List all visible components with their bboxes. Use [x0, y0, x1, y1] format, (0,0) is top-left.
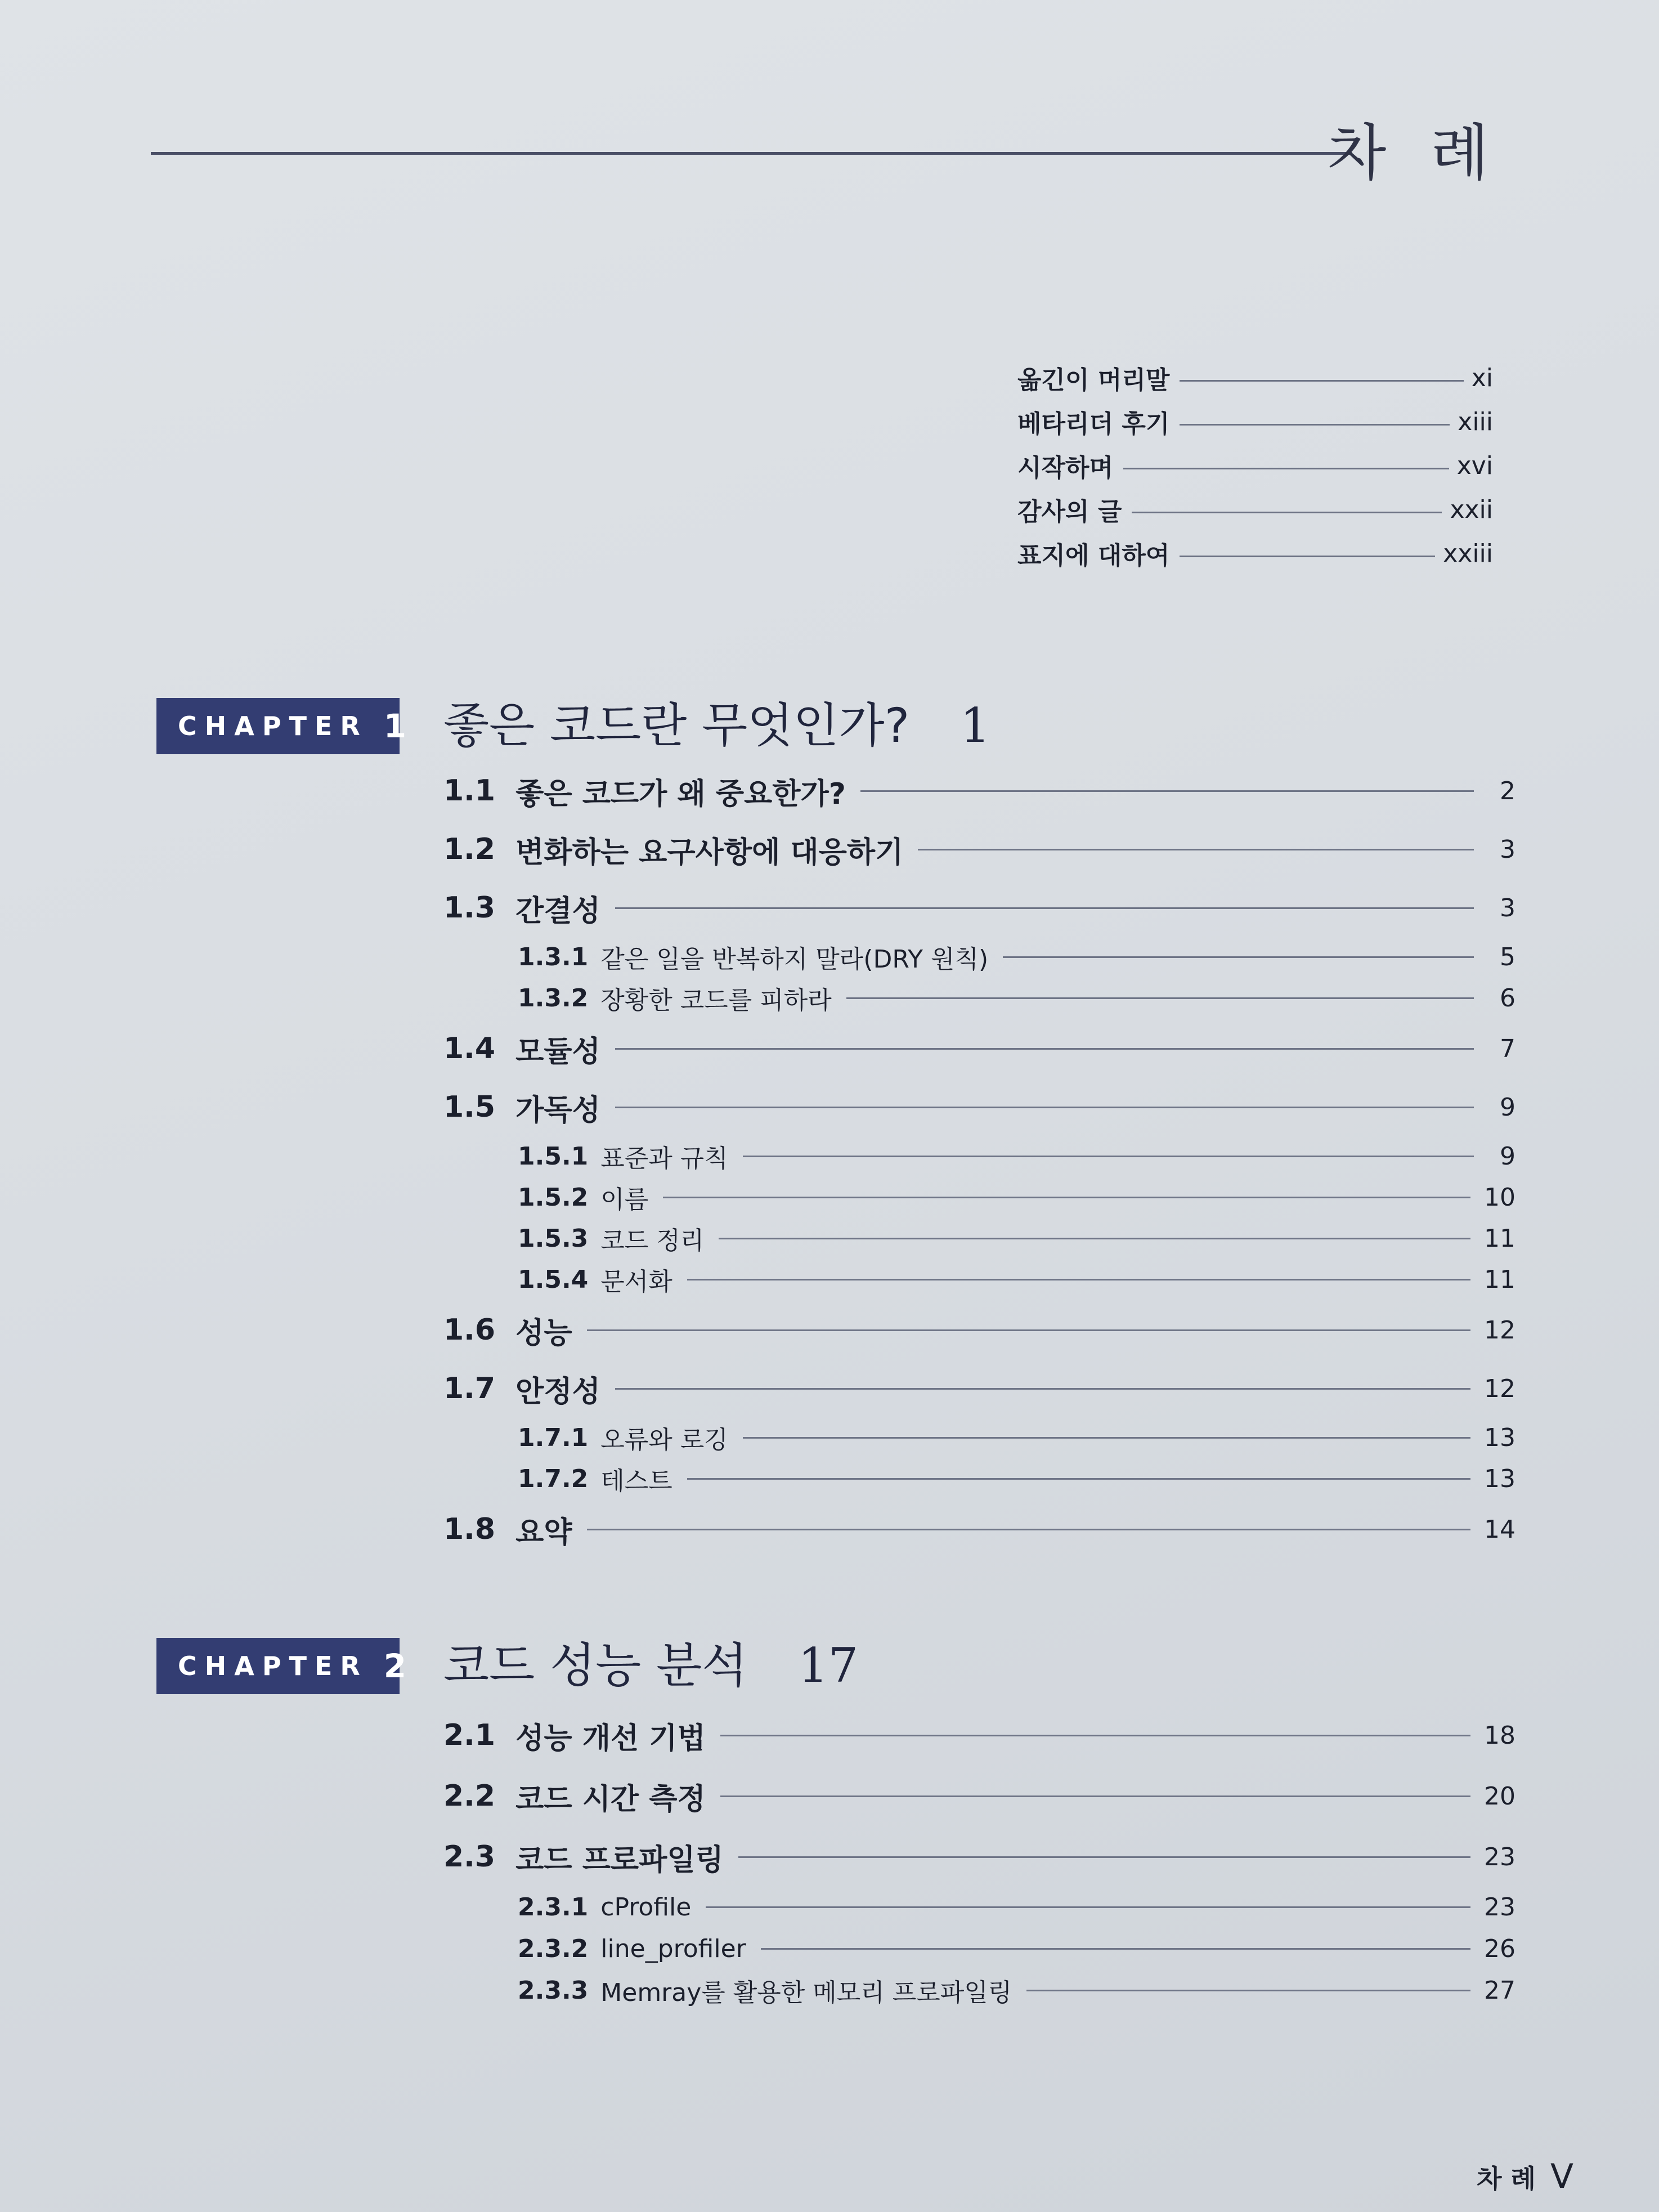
- entry-page: 5: [1500, 942, 1515, 971]
- front-matter-item[interactable]: [1017, 356, 1493, 400]
- front-matter-page: xxiii: [1443, 539, 1493, 568]
- entry-number: 1.7.1: [518, 1423, 589, 1452]
- entry-page: 2: [1500, 776, 1515, 805]
- entry-title: 가독성: [515, 1093, 600, 1127]
- front-matter-page: xi: [1471, 363, 1493, 392]
- front-matter-page: xxii: [1450, 495, 1493, 524]
- toc-entry-section[interactable]: [443, 1837, 1515, 1877]
- toc-entry-subsection[interactable]: [443, 1262, 1515, 1296]
- front-matter-title: 시작하며: [1017, 454, 1114, 482]
- entry-title: 오류와 로깅: [600, 1426, 728, 1454]
- toc-entry-subsection[interactable]: [443, 981, 1515, 1015]
- dot-leader: [587, 1529, 1470, 1530]
- toc-entry-subsection[interactable]: [443, 1139, 1515, 1173]
- toc-entry-subsection[interactable]: [443, 1421, 1515, 1454]
- entry-page: 10: [1484, 1183, 1515, 1212]
- dot-leader: [687, 1478, 1470, 1480]
- entry-number: 1.4: [443, 1032, 496, 1065]
- chapter-page: 1: [960, 698, 990, 753]
- toc-entry-section[interactable]: [443, 888, 1515, 928]
- chapter-page: 17: [798, 1638, 859, 1693]
- dot-leader: [918, 849, 1474, 850]
- dot-leader: [846, 997, 1474, 999]
- entry-page: 18: [1484, 1721, 1515, 1750]
- dot-leader: [587, 1329, 1470, 1331]
- entry-title: 문서화: [600, 1268, 672, 1296]
- toc-entry-subsection[interactable]: [443, 1890, 1515, 1924]
- toc-entry-section[interactable]: [443, 771, 1515, 811]
- dot-leader: [1180, 424, 1450, 426]
- entry-number: 1.5.1: [518, 1141, 589, 1171]
- entry-title: 코드 프로파일링: [515, 1843, 724, 1877]
- entry-page: 3: [1500, 893, 1515, 923]
- dot-leader: [761, 1948, 1470, 1950]
- footer-label: 차 례: [1477, 2164, 1536, 2194]
- entry-page: 27: [1484, 1976, 1515, 2005]
- entry-page: 3: [1500, 835, 1515, 864]
- entry-title: 이름: [600, 1185, 649, 1214]
- dot-leader: [1123, 468, 1449, 469]
- entry-title: line_profiler: [600, 1934, 746, 1963]
- front-matter-title: 감사의 글: [1017, 498, 1122, 526]
- entry-page: 12: [1484, 1315, 1515, 1345]
- entry-page: 6: [1500, 983, 1515, 1013]
- entry-title: Memray를 활용한 메모리 프로파일링: [600, 1978, 1012, 2007]
- entry-number: 1.6: [443, 1313, 496, 1347]
- entry-number: 1.5: [443, 1090, 496, 1124]
- entry-title: 테스트: [600, 1467, 672, 1495]
- entry-number: 1.5.2: [518, 1183, 589, 1212]
- entry-title: 코드 정리: [600, 1226, 705, 1255]
- entry-page: 14: [1484, 1515, 1515, 1544]
- dot-leader: [743, 1156, 1474, 1157]
- dot-leader: [743, 1437, 1470, 1439]
- entry-title: 장황한 코드를 피하라: [600, 986, 832, 1015]
- entry-page: 23: [1484, 1892, 1515, 1922]
- entry-page: 13: [1484, 1423, 1515, 1452]
- chapter-label: CHAPTER: [178, 1651, 368, 1681]
- dot-leader: [615, 1048, 1474, 1050]
- entry-title: 표준과 규칙: [600, 1144, 728, 1173]
- toc-entry-subsection[interactable]: [443, 1462, 1515, 1495]
- entry-number: 1.3.2: [518, 983, 589, 1013]
- entry-title: 성능: [515, 1316, 572, 1350]
- entry-title: 코드 시간 측정: [515, 1782, 706, 1816]
- dot-leader: [687, 1279, 1470, 1280]
- dot-leader: [615, 1388, 1470, 1390]
- front-matter-title: 표지에 대하여: [1017, 541, 1170, 570]
- entry-page: 26: [1484, 1934, 1515, 1963]
- toc-entry-section[interactable]: [443, 1029, 1515, 1068]
- dot-leader: [615, 1107, 1474, 1108]
- dot-leader: [663, 1197, 1470, 1198]
- entry-number: 1.7: [443, 1372, 496, 1405]
- entry-number: 1.5.3: [518, 1224, 589, 1253]
- page-title: 차 례: [1328, 118, 1501, 189]
- entry-title: cProfile: [600, 1892, 692, 1922]
- entry-title: 요약: [515, 1515, 572, 1550]
- entry-number: 2.3.1: [518, 1892, 589, 1922]
- chapter-badge: [156, 1638, 407, 1694]
- chapter-number: 2: [383, 1647, 407, 1685]
- toc-entry-subsection[interactable]: [443, 1932, 1515, 1965]
- dot-leader: [1003, 956, 1474, 958]
- entry-page: 23: [1484, 1842, 1515, 1871]
- chapter-heading[interactable]: [443, 1628, 858, 1696]
- front-matter-list: [1017, 356, 1493, 575]
- entry-title: 간결성: [515, 894, 600, 928]
- toc-entry-subsection[interactable]: [443, 1180, 1515, 1214]
- dot-leader: [720, 1795, 1470, 1797]
- front-matter-page: xvi: [1456, 451, 1493, 480]
- entry-page: 11: [1484, 1265, 1515, 1294]
- entry-page: 12: [1484, 1374, 1515, 1403]
- dot-leader: [1132, 512, 1442, 513]
- entry-title: 모듈성: [515, 1035, 600, 1069]
- entry-title: 같은 일을 반복하지 말라(DRY 원칙): [600, 945, 989, 974]
- front-matter-page: xiii: [1458, 407, 1493, 436]
- entry-number: 1.2: [443, 832, 496, 866]
- toc-entry-section[interactable]: [443, 1087, 1515, 1127]
- entry-number: 1.3: [443, 891, 496, 925]
- front-matter-title: 베타리더 후기: [1017, 410, 1170, 438]
- entry-number: 2.3.3: [518, 1976, 589, 2005]
- entry-number: 2.2: [443, 1779, 496, 1813]
- entry-page: 13: [1484, 1464, 1515, 1493]
- dot-leader: [1180, 556, 1435, 557]
- toc-entry-subsection[interactable]: [443, 1973, 1515, 2007]
- entry-page: 20: [1484, 1781, 1515, 1811]
- toc-entry-section[interactable]: [443, 830, 1515, 869]
- dot-leader: [738, 1856, 1470, 1858]
- dot-leader: [720, 1735, 1470, 1736]
- entry-number: 1.3.1: [518, 942, 589, 971]
- dot-leader: [1180, 380, 1463, 382]
- dot-leader: [719, 1238, 1470, 1239]
- entry-title: 변화하는 요구사항에 대응하기: [515, 835, 904, 870]
- chapter-label: CHAPTER: [178, 711, 368, 741]
- entry-page: 7: [1500, 1034, 1515, 1063]
- toc-entry-section[interactable]: [443, 1716, 1515, 1755]
- front-matter-title: 옮긴이 머리말: [1017, 366, 1170, 395]
- entry-number: 1.8: [443, 1512, 496, 1546]
- dot-leader: [1026, 1990, 1470, 1991]
- page-footer: [1477, 2157, 1573, 2196]
- chapter-badge: [156, 698, 407, 754]
- chapter-title: 코드 성능 분석: [443, 1638, 748, 1693]
- toc-entry-subsection[interactable]: [443, 940, 1515, 974]
- dot-leader: [706, 1906, 1470, 1908]
- entry-number: 2.3: [443, 1840, 496, 1874]
- front-matter-item[interactable]: [1017, 444, 1493, 487]
- front-matter-item[interactable]: [1017, 400, 1493, 444]
- entry-title: 성능 개선 기법: [515, 1721, 706, 1756]
- toc-entry-section[interactable]: [443, 1510, 1515, 1549]
- page-header: [151, 104, 1501, 189]
- front-matter-item[interactable]: [1017, 531, 1493, 575]
- entry-title: 좋은 코드가 왜 중요한가?: [515, 777, 846, 811]
- toc-entry-section[interactable]: [443, 1310, 1515, 1350]
- dot-leader: [860, 790, 1474, 792]
- footer-page-number: V: [1550, 2157, 1573, 2196]
- toc-entry-subsection[interactable]: [443, 1221, 1515, 1255]
- entry-number: 2.3.2: [518, 1934, 589, 1963]
- chapter-heading[interactable]: [443, 688, 990, 756]
- header-rule: [151, 152, 1352, 155]
- entry-title: 안정성: [515, 1374, 600, 1409]
- toc-entry-section[interactable]: [443, 1776, 1515, 1816]
- entry-number: 1.5.4: [518, 1265, 589, 1294]
- entry-page: 9: [1500, 1092, 1515, 1122]
- entry-page: 11: [1484, 1224, 1515, 1253]
- chapter-number: 1: [383, 707, 407, 745]
- toc-entry-section[interactable]: [443, 1369, 1515, 1408]
- entry-number: 1.1: [443, 774, 496, 808]
- entry-number: 1.7.2: [518, 1464, 589, 1493]
- front-matter-item[interactable]: [1017, 487, 1493, 531]
- chapter-title: 좋은 코드란 무엇인가?: [443, 698, 910, 753]
- entry-page: 9: [1500, 1141, 1515, 1171]
- entry-number: 2.1: [443, 1718, 496, 1752]
- dot-leader: [615, 907, 1474, 909]
